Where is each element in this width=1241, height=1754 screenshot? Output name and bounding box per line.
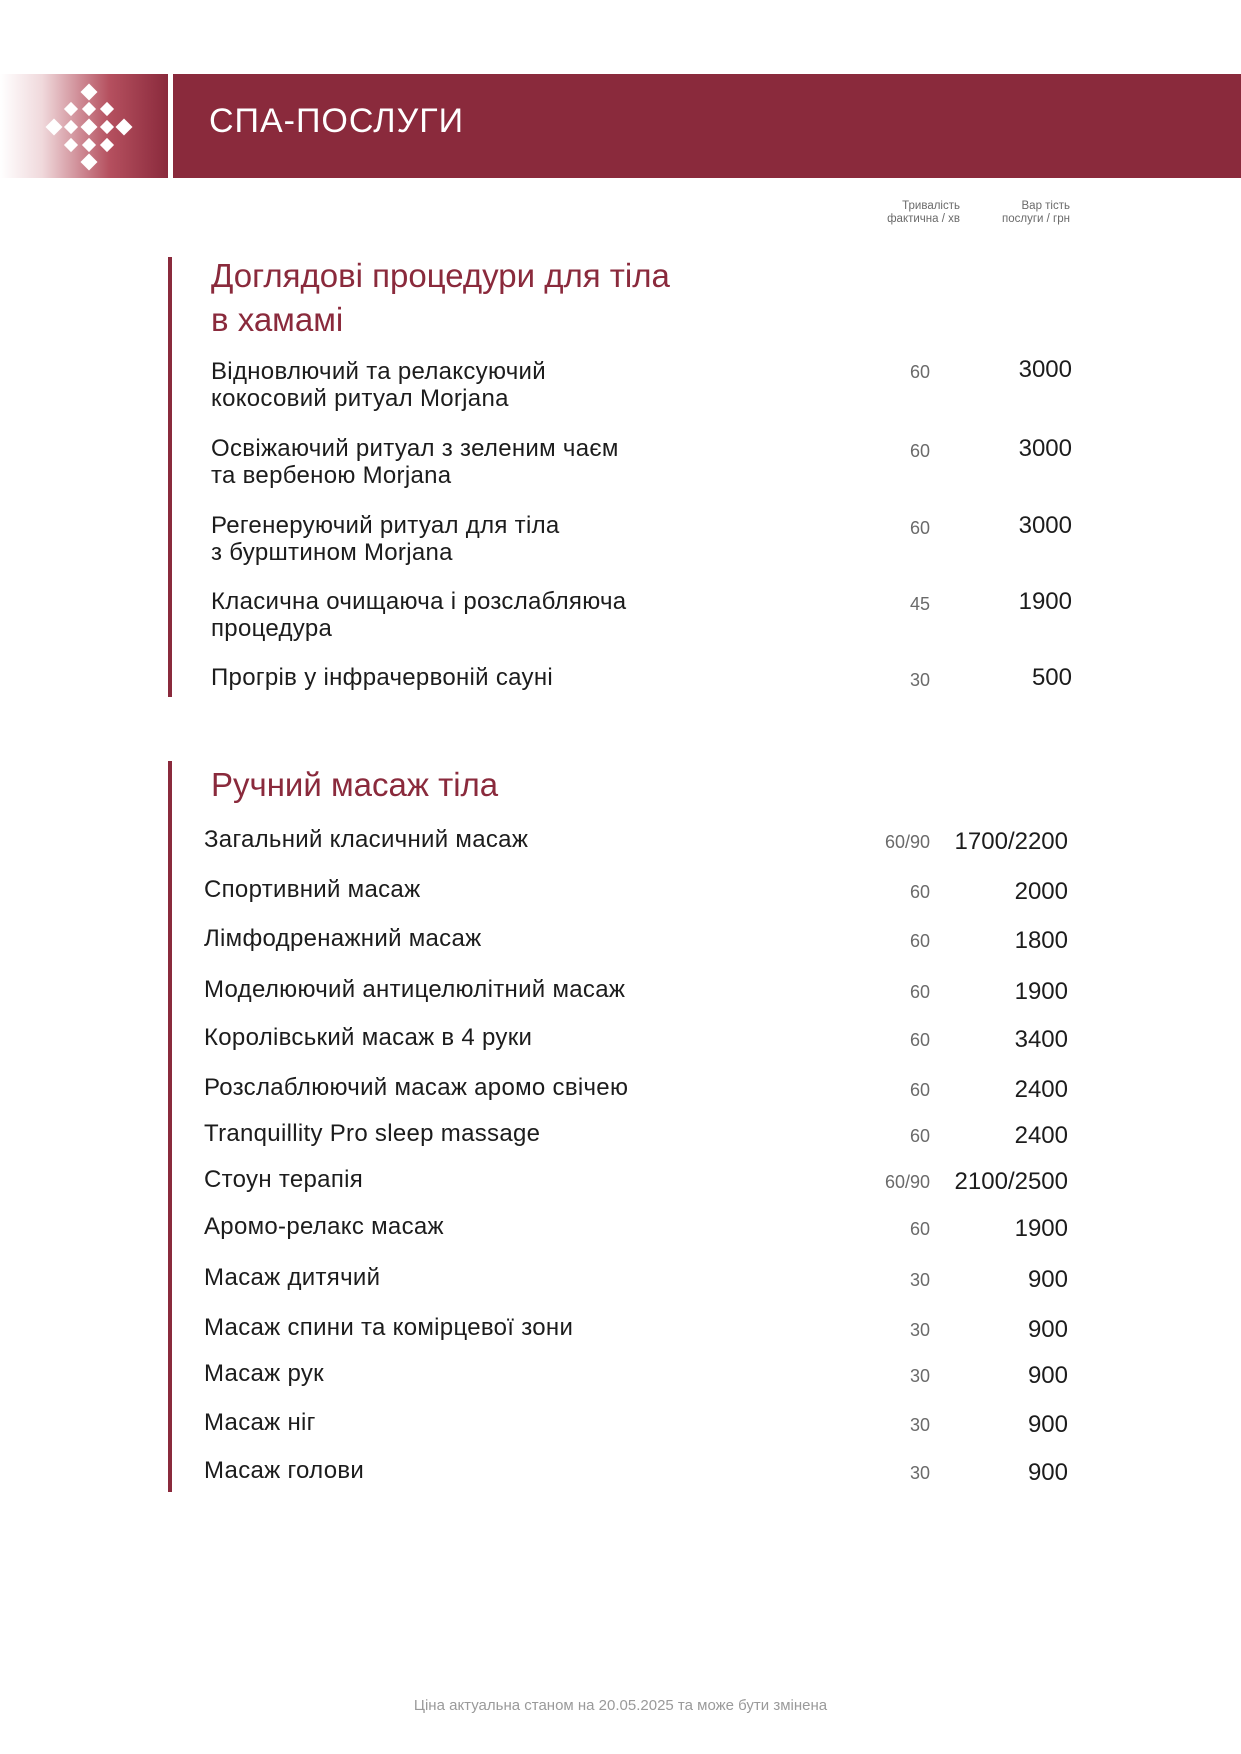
list-item: Моделюючий антицелюлітний масаж [204, 976, 626, 1003]
item-price: 1900 [1014, 978, 1068, 1005]
item-duration: 30 [909, 1366, 930, 1386]
list-item: Масаж ніг [204, 1409, 316, 1436]
item-duration: 60 [909, 1219, 930, 1239]
item-duration: 30 [909, 1463, 930, 1483]
item-duration: 30 [909, 670, 930, 690]
list-item [211, 588, 626, 642]
item-duration: 30 [909, 1320, 930, 1340]
item-name-line1: Класична очищаюча і розслабляюча [211, 588, 627, 615]
item-name-line1: Регенеруючий ритуал для тіла [211, 512, 560, 539]
duration-column-header [860, 200, 960, 226]
item-duration: 60 [909, 362, 930, 382]
item-name-line1: Освіжаючий ритуал з зеленим чаєм [211, 435, 619, 462]
list-item [211, 512, 560, 566]
item-duration: 60/90 [884, 1172, 930, 1192]
item-price: 1800 [1014, 927, 1068, 954]
price-header-line1: Вар тість [1021, 200, 1070, 212]
page-title: СПА-ПОСЛУГИ [209, 102, 465, 140]
item-price: 900 [1027, 1266, 1068, 1293]
item-price: 2400 [1014, 1122, 1068, 1149]
price-header-line2: послуги / грн [1002, 213, 1070, 225]
section-body-massage [168, 761, 172, 1492]
item-price: 900 [1027, 1459, 1068, 1486]
list-item [211, 358, 546, 412]
item-price: 1700/2200 [954, 828, 1068, 855]
section-body-hammam [168, 257, 172, 697]
item-duration: 45 [909, 594, 930, 614]
item-price: 900 [1027, 1411, 1068, 1438]
item-price: 1900 [1018, 588, 1072, 615]
item-name-line2: кокосовий ритуал Morjana [211, 385, 509, 412]
duration-header-line1: Тривалість [902, 200, 960, 212]
item-price: 3400 [1014, 1026, 1068, 1053]
logo-box [0, 74, 168, 178]
list-item: Загальний класичний масаж [204, 826, 529, 853]
list-item: Розслаблюючий масаж аромо свічею [204, 1074, 629, 1101]
section-title-massage [211, 763, 498, 807]
price-column-header [970, 200, 1070, 226]
item-duration: 60 [909, 931, 930, 951]
item-price: 900 [1027, 1316, 1068, 1343]
item-name-line1: Прогрів у інфрачервоній сауні [211, 664, 554, 691]
item-duration: 60 [909, 1126, 930, 1146]
item-duration: 60 [909, 982, 930, 1002]
list-item: Масаж спини та комірцевої зони [204, 1314, 574, 1341]
item-name-line2: процедура [211, 615, 333, 642]
list-item: Лімфодренажний масаж [204, 925, 482, 952]
item-duration: 60 [909, 441, 930, 461]
list-item: Спортивний масаж [204, 876, 421, 903]
item-price: 3000 [1018, 512, 1072, 539]
item-duration: 60/90 [884, 832, 930, 852]
list-item: Tranquillity Pro sleep massage [204, 1120, 541, 1147]
item-name-line2: та вербеною Morjana [211, 462, 452, 489]
item-price: 500 [1031, 664, 1072, 691]
item-price: 3000 [1018, 435, 1072, 462]
item-price: 3000 [1018, 356, 1072, 383]
item-price: 2000 [1014, 878, 1068, 905]
duration-header-line2: фактична / хв [887, 213, 960, 225]
section-title-line2: в хамамі [211, 301, 344, 338]
item-duration: 60 [909, 882, 930, 902]
list-item: Масаж голови [204, 1457, 365, 1484]
item-price: 2100/2500 [954, 1168, 1068, 1195]
header-banner [173, 74, 1241, 178]
list-item [211, 435, 619, 489]
list-item: Стоун терапія [204, 1166, 364, 1193]
list-item: Королівський масаж в 4 руки [204, 1024, 533, 1051]
section-title-hammam [211, 254, 670, 342]
item-duration: 60 [909, 1080, 930, 1100]
list-item: Масаж рук [204, 1360, 324, 1387]
item-duration: 60 [909, 1030, 930, 1050]
section-title-line1: Доглядові процедури для тіла [211, 257, 670, 294]
list-item [211, 664, 553, 691]
section-title-line1: Ручний масаж тіла [211, 766, 499, 803]
list-item: Масаж дитячий [204, 1264, 381, 1291]
footer-note: Ціна актуальна станом на 20.05.2025 та може бути змінена [413, 1697, 828, 1714]
item-duration: 30 [909, 1415, 930, 1435]
item-duration: 60 [909, 518, 930, 538]
item-name-line2: з бурштином Morjana [211, 539, 453, 566]
list-item: Аромо-релакс масаж [204, 1213, 444, 1240]
item-price: 900 [1027, 1362, 1068, 1389]
ornament-logo-icon [44, 82, 134, 172]
item-name-line1: Відновлючий та релаксуючий [211, 358, 546, 385]
item-price: 1900 [1014, 1215, 1068, 1242]
item-duration: 30 [909, 1270, 930, 1290]
item-price: 2400 [1014, 1076, 1068, 1103]
